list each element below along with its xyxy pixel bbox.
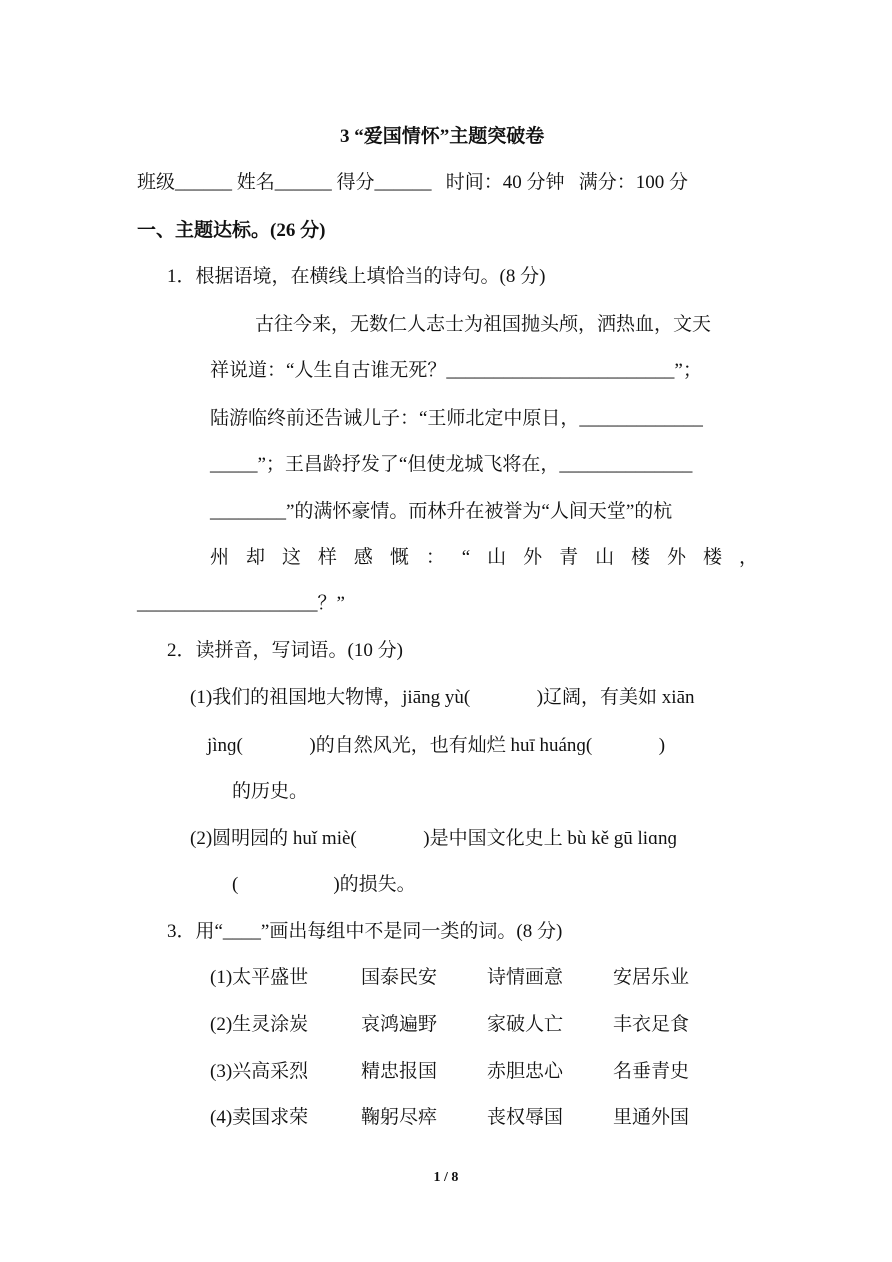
word-group-item: 安居乐业 [613,967,690,988]
student-info-line: 班级______ 姓名______ 得分______ 时间：40 分钟 满分：100 分 [137,172,689,193]
spread-char: 感 [353,547,373,568]
spread-char: “ [461,547,471,568]
word-group-item: (2)生灵涂炭 [210,1014,309,1035]
question-2-line: jìnɡ( )的自然风光，也有灿烂 huī huánɡ( ) [207,735,666,756]
page-title: 3 “爱国情怀”主题突破卷 [340,126,545,147]
word-group-item: 家破人亡 [487,1014,564,1035]
spread-char: 州 [210,547,230,568]
spread-char: 却 [245,547,265,568]
spread-char: ： [425,547,445,568]
word-group-item: 里通外国 [613,1107,690,1128]
word-group-item: (1)太平盛世 [210,967,309,988]
word-group-item: (3)兴高采烈 [210,1061,309,1082]
question-2-line: 的历史。 [232,781,309,802]
word-group-item: 国泰民安 [361,967,438,988]
word-group-item: 鞠躬尽瘁 [361,1107,438,1128]
spread-char: 楼 [631,547,651,568]
question-2-stem: 2．读拼音，写词语。(10 分) [167,640,403,661]
spread-char: 慨 [389,547,409,568]
spread-char: 外 [523,547,543,568]
word-group-item: 名垂青史 [613,1061,690,1082]
word-group-item: 赤胆忠心 [487,1061,564,1082]
word-group-item: (4)卖国求荣 [210,1107,309,1128]
spread-char: 山 [595,547,615,568]
question-1-line: ________”的满怀豪情。而林升在被誉为“人间天堂”的杭 [210,501,673,522]
question-1-line: 古往今来，无数仁人志士为祖国抛头颅，洒热血，文天 [255,314,712,335]
word-group-item: 精忠报国 [361,1061,438,1082]
word-group-item: 哀鸿遍野 [361,1014,438,1035]
question-3-stem: 3．用“____”画出每组中不是同一类的词。(8 分) [167,921,563,942]
spread-char: 楼 [702,547,722,568]
question-1-line: 陆游临终前还告诫儿子：“王师北定中原日，_____________ [210,408,703,429]
question-1-line: ___________________？” [137,593,345,614]
spread-char: 青 [559,547,579,568]
word-group-item: 诗情画意 [487,967,564,988]
question-2-line: ( )的损失。 [232,874,416,895]
question-1-line: _____”；王昌龄抒发了“但使龙城飞将在，______________ [210,454,693,475]
spread-char: 山 [487,547,507,568]
question-2-line: (1)我们的祖国地大物博，jiāng yù( )辽阔，有美如 xiān [190,687,695,708]
word-group-item: 丧权辱国 [487,1107,564,1128]
spread-char: 样 [317,547,337,568]
question-1-spread-line [210,545,758,571]
question-2-line: (2)圆明园的 huǐ miè( )是中国文化史上 bù kě gū liɑnɡ [190,828,678,849]
page-number: 1 / 8 [433,1170,459,1185]
section-heading: 一、主题达标。(26 分) [137,220,326,241]
question-1-line: 祥说道：“人生自古谁无死？________________________”； [210,360,702,381]
spread-char: 这 [281,547,301,568]
question-1-stem: 1．根据语境，在横线上填恰当的诗句。(8 分) [167,266,546,287]
spread-char: ， [738,547,758,568]
spread-char: 外 [667,547,687,568]
word-group-item: 丰衣足食 [613,1014,690,1035]
